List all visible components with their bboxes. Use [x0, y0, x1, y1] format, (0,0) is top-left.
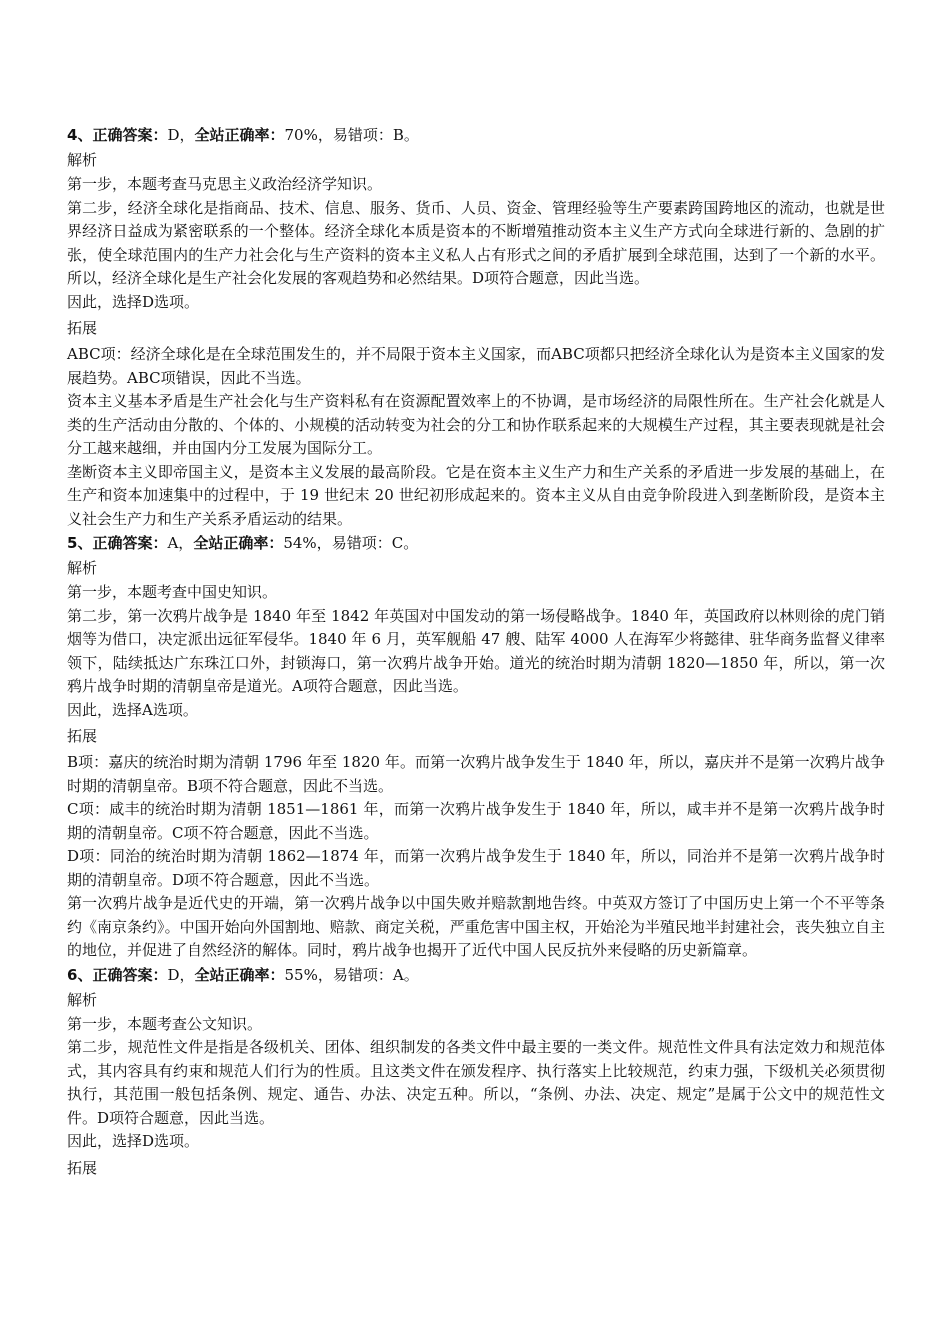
analysis-paragraph: 第二步，第一次鸦片战争是 1840 年至 1842 年英国对中国发动的第一场侵略战争。1840 年，英国政府以林则徐的虎门销烟等为借口，决定派出远征军侵华。1840 年 6 月，英军舰船 47 艘、陆军 4000 人在海军少将懿律、驻华商务监督义律率领下，陆续抵达广东珠江口外，封锁海口，第一次鸦片战争开始。道光的统治时期为清朝 1820—1850 年，所以，第一次鸦片战争时期的清朝皇帝是道光。A项符合题意，因此当选。 — [67, 606, 885, 695]
extension-paragraph: 垄断资本主义即帝国主义，是资本主义发展的最高阶段。它是在资本主义生产力和生产关系的矛盾进一步发展的基础上，在生产和资本加速集中的过程中，于 19 世纪末 20 世纪初形成起来的。资本主义从自由竞争阶段进入到垄断阶段，是资本主义社会生产力和生产关系矛盾运动的结果。 — [67, 462, 885, 528]
correct-answer: D — [167, 965, 180, 984]
extension-paragraph: ABC项：经济全球化是在全球范围发生的，并不局限于资本主义国家，而ABC项都只把经济全球化认为是资本主义国家的发展趋势。ABC项错误，因此不当选。 — [67, 345, 885, 387]
analysis-paragraph: 因此，选择D选项。 — [67, 292, 200, 311]
correct-answer: D — [167, 126, 180, 144]
extension-heading: 拓展 — [67, 727, 98, 745]
answer-header: 4、正确答案：D，全站正确率：70%，易错项：B。 — [67, 126, 419, 144]
rate-label: 全站正确率： — [194, 126, 285, 144]
analysis-heading: 解析 — [67, 990, 98, 1009]
answer-header: 5、正确答案：A，全站正确率：54%，易错项：C。 — [67, 534, 419, 552]
answer-document — [67, 123, 885, 1181]
error-label: 易错项： — [332, 126, 393, 144]
rate-label: 全站正确率： — [194, 965, 285, 984]
error-label: 易错项： — [332, 965, 393, 984]
analysis-paragraph: 第一步，本题考查马克思主义政治经济学知识。 — [67, 175, 383, 193]
error-option: C — [391, 534, 404, 552]
correct-rate: 55% — [284, 965, 318, 984]
analysis-paragraph: 第一步，本题考查中国史知识。 — [67, 583, 278, 601]
answer-header: 6、正确答案：D，全站正确率：55%，易错项：A。 — [67, 965, 419, 984]
question-number: 5 — [67, 534, 78, 552]
extension-paragraph: 第一次鸦片战争是近代史的开端，第一次鸦片战争以中国失败并赔款割地告终。中英双方签订了中国历史上第一个不平等条约《南京条约》。中国开始向外国割地、赔款、商定关税，严重危害中国主权，开始沦为半殖民地半封建社会，丧失独立自主的地位，并促进了自然经济的解体。同时，鸦片战争也揭开了近代中国人民反抗外来侵略的历史新篇章。 — [67, 894, 885, 959]
rate-label: 全站正确率： — [193, 534, 284, 552]
extension-heading: 拓展 — [67, 1158, 98, 1177]
correct-answer: A — [167, 534, 179, 552]
extension-heading: 拓展 — [67, 319, 98, 337]
extension-paragraph: B项：嘉庆的统治时期为清朝 1796 年至 1820 年。而第一次鸦片战争发生于 1840 年，所以，嘉庆并不是第一次鸦片战争时期的清朝皇帝。B项不符合题意，因此不当选。 — [67, 753, 885, 795]
question-5 — [67, 531, 885, 963]
extension-paragraph: 资本主义基本矛盾是生产社会化与生产资料私有在资源配置效率上的不协调，是市场经济的局限性所在。生产社会化就是人类的生产活动由分散的、个体的、小规模的活动转变为社会的分工和协作联系起来的大规模生产过程，其主要表现就是社会分工越来越细，并由国内分工发展为国际分工。 — [67, 392, 885, 457]
question-number: 6 — [67, 965, 78, 984]
error-option: B — [392, 126, 404, 144]
error-option: A — [392, 965, 404, 984]
analysis-paragraph: 第二步，规范性文件是指是各级机关、团体、组织制发的各类文件中最主要的一类文件。规范性文件具有法定效力和规范体式，其内容具有约束和规范人们行为的性质。且这类文件在颁发程序、执行落实上比较规范，约束力强，下级机关必须贯彻执行，其范围一般包括条例、规定、通告、办法、决定五种。所以，“条例、办法、决定、规定”是属于公文中的规范性文件。D项符合题意，因此当选。 — [67, 1038, 885, 1127]
error-label: 易错项： — [331, 534, 392, 552]
extension-paragraph: D项：同治的统治时期为清朝 1862—1874 年，而第一次鸦片战争发生于 1840 年，所以，同治并不是第一次鸦片战争时期的清朝皇帝。D项不符合题意，因此不当选。 — [67, 847, 885, 889]
analysis-paragraph: 第二步，经济全球化是指商品、技术、信息、服务、货币、人员、资金、管理经验等生产要素跨国跨地区的流动，也就是世界经济日益成为紧密联系的一个整体。经济全球化本质是资本的不断增殖推动资本主义生产方式向全球进行新的、急剧的扩张，使全球范围内的生产力社会化与生产资料的资本主义私人占有形式之间的矛盾扩展到全球范围，达到了一个新的水平。所以，经济全球化是生产社会化发展的客观趋势和必然结果。D项符合题意，因此当选。 — [67, 198, 885, 287]
analysis-paragraph: 第一步，本题考查公文知识。 — [67, 1014, 263, 1033]
extension-paragraph: C项：咸丰的统治时期为清朝 1851—1861 年，而第一次鸦片战争发生于 1840 年，所以，咸丰并不是第一次鸦片战争时期的清朝皇帝。C项不符合题意，因此不当选。 — [67, 800, 885, 842]
question-6 — [67, 963, 885, 1181]
answer-label: 、正确答案： — [77, 126, 168, 144]
correct-rate: 54% — [283, 534, 317, 552]
analysis-heading: 解析 — [67, 559, 98, 577]
answer-label: 、正确答案： — [77, 534, 168, 552]
correct-rate: 70% — [284, 126, 318, 144]
analysis-paragraph: 因此，选择D选项。 — [67, 1132, 200, 1150]
question-number: 4 — [67, 126, 78, 144]
analysis-heading: 解析 — [67, 151, 98, 169]
answer-label: 、正确答案： — [77, 965, 168, 984]
question-4 — [67, 123, 885, 531]
analysis-paragraph: 因此，选择A选项。 — [67, 700, 198, 719]
